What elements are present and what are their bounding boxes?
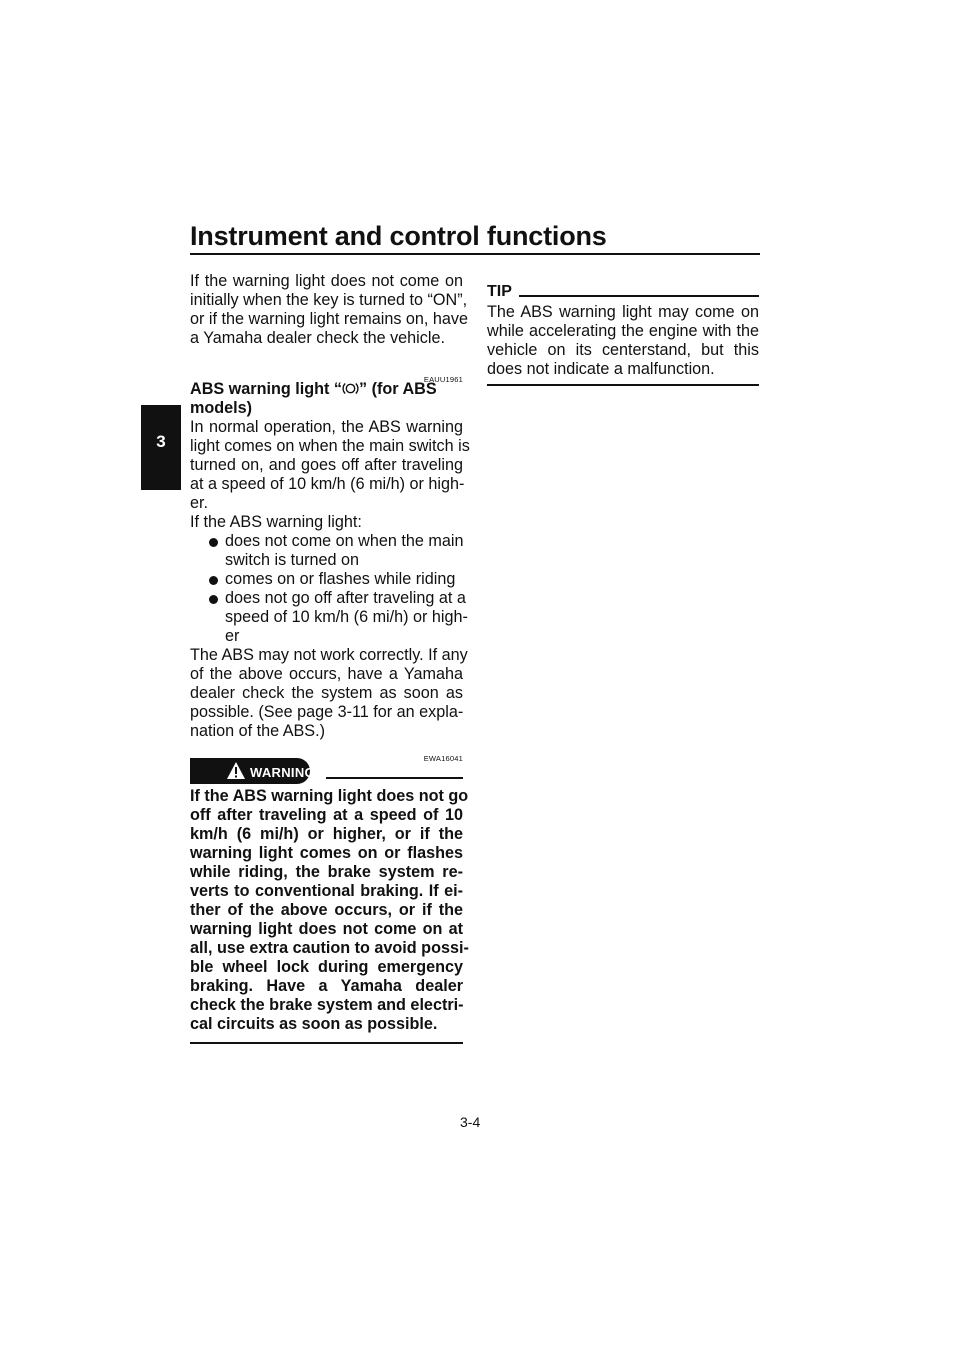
page-title: Instrument and control functions [190,221,607,251]
body-line: light comes on when the main switch is [190,437,470,455]
bullet-dot [209,538,218,547]
warning-line: check the brake system and electri- [190,996,464,1014]
tip-line: vehicle on its centerstand, but this [487,341,759,359]
warning-line: warning light does not come on at [190,920,463,938]
body-line: of the above occurs, have a Yamaha [190,665,463,683]
body-line: nation of the ABS.) [190,722,325,740]
warning-label: WARNING [250,765,315,780]
intro-line: initially when the key is turned to “ON”, [190,291,468,309]
bullet-line: speed of 10 km/h (6 mi/h) or high- [225,608,468,626]
bullet-line: switch is turned on [225,551,360,569]
warning-code: EWA16041 [423,754,463,763]
warning-line: warning light comes on or flashes [190,844,463,862]
warning-triangle-icon [226,761,246,785]
warning-line: verts to conventional braking. If ei- [190,882,463,900]
warning-line: braking. Have a Yamaha dealer [190,977,463,995]
intro-line: a Yamaha dealer check the vehicle. [190,329,445,347]
intro-line: or if the warning light remains on, have [190,310,469,328]
body-line: at a speed of 10 km/h (6 mi/h) or high- [190,475,465,493]
abs-warning-icon [342,381,359,401]
tip-label: TIP [487,283,512,300]
warning-line: off after traveling at a speed of 10 [190,806,463,824]
section-heading-prefix: ABS warning light “ [190,380,342,398]
section-heading [190,380,437,401]
body-line: If the ABS warning light: [190,513,362,531]
chapter-number: 3 [156,432,166,451]
body-line: The ABS may not work correctly. If any [190,646,468,664]
section-heading-line2: models) [190,399,253,417]
body-line: possible. (See page 3-11 for an expla- [190,703,464,721]
tip-line: while accelerating the engine with the [487,322,759,340]
body-line: dealer check the system as soon as [190,684,463,702]
bullet-line: er [225,627,240,645]
bullet-dot [209,595,218,604]
body-line: In normal operation, the ABS warning [190,418,463,436]
warning-line: ther of the above occurs, or if the [190,901,463,919]
warning-top-rule [326,777,463,779]
tip-line: The ABS warning light may come on [487,303,759,321]
bullet-line: comes on or flashes while riding [225,570,456,588]
warning-line: all, use extra caution to avoid possi- [190,939,469,957]
tip-top-rule [519,295,759,297]
header-rule [190,253,760,255]
warning-line: km/h (6 mi/h) or higher, or if the [190,825,463,843]
warning-line: If the ABS warning light does not go [190,787,469,805]
warning-bottom-rule [190,1042,463,1044]
warning-line: while riding, the brake system re- [190,863,463,881]
bullet-line: does not come on when the main [225,532,464,550]
section-code: EAUU1961 [423,375,463,384]
body-line: er. [190,494,208,512]
body-line: turned on, and goes off after traveling [190,456,463,474]
tip-line: does not indicate a malfunction. [487,360,715,378]
tip-bottom-rule [487,384,759,386]
intro-line: If the warning light does not come on [190,272,463,290]
bullet-dot [209,576,218,585]
section-heading-suffix: ” (for ABS [358,380,437,398]
warning-badge [190,758,315,784]
warning-line: cal circuits as soon as possible. [190,1015,438,1033]
bullet-line: does not go off after traveling at a [225,589,466,607]
page-number: 3-4 [460,1114,481,1130]
warning-line: ble wheel lock during emergency [190,958,463,976]
